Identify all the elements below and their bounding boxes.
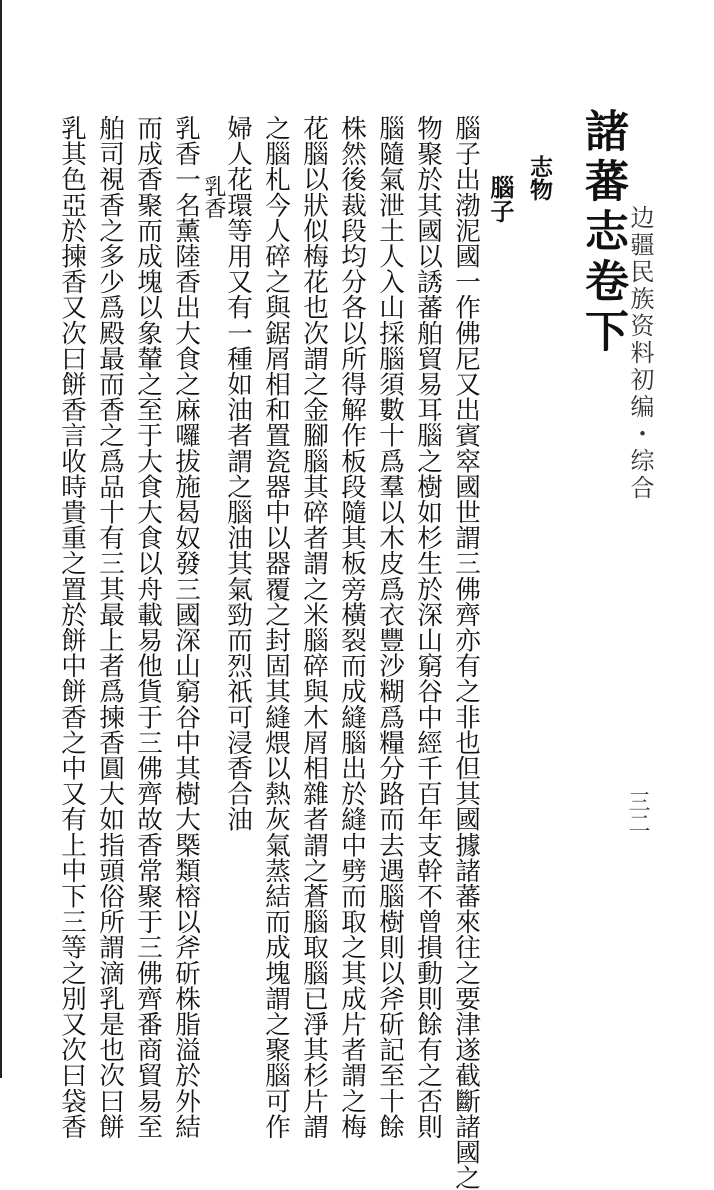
text-column: 之腦札今人碎之與鋸屑相和置瓷器中以器覆之封固其縫煨以熱灰氣蒸結而成塊謂之聚腦可作: [261, 115, 291, 1139]
entry-heading-ruxiang: 乳香: [201, 175, 226, 219]
text-column: 乳其色亞於揀香又次曰餅香言收時貴重之置於餅中餅香之中又有上中下三等之別又次曰袋香: [57, 115, 87, 1139]
text-column: 株然後裁段均分各以所得解作板段隨其板旁橫裂而成縫腦出於縫中劈而取之其成片者謂之梅: [337, 115, 367, 1139]
text-column: 而成香聚而成塊以象輦之至于大食大食以舟載易他貨于三佛齊故香常聚于三佛齊番商貿易至: [133, 115, 163, 1139]
text-column: 腦隨氣泄土人入山採腦須數十爲羣以木皮爲衣豐沙糊爲糧分路而去遇腦樹則以斧斫記至十餘: [375, 115, 405, 1139]
text-column: 花腦以狀似梅花也次謂之金腳腦其碎者謂之米腦碎與木屑相雜者謂之蒼腦取腦已淨其杉片謂: [299, 115, 329, 1139]
page-left-edge: [0, 0, 2, 1078]
text-column: 舶司視香之多少爲殿最而香之爲品十有三其最上者爲揀香圓大如指頭俗所謂滴乳是也次曰餅: [95, 115, 125, 1139]
page-number: 三二: [625, 790, 650, 834]
chapter-title: 諸蕃志卷下: [577, 108, 628, 358]
text-column: 婦人花環等用又有一種如油者謂之腦油其氣勁而烈祇可浸香合油: [223, 115, 253, 832]
section-label: 志物: [526, 155, 553, 201]
text-column: 乳香一名薰陸香出大食之麻囉拔施曷奴發三國深山窮谷中其樹大槩類榕以斧斫株脂溢於外結: [171, 115, 201, 1139]
series-title: 边疆民族资料初编・综合: [626, 205, 654, 502]
text-column: 物聚於其國以誘蕃舶貿易耳腦之樹如杉生於深山窮谷中經千百年支幹不曾損動則餘有之否則: [413, 115, 443, 1139]
entry-heading-naozi: 腦子: [486, 175, 515, 223]
text-column: 腦子出渤泥國一作佛尼又出賓窣國世謂三佛齊亦有之非也但其國據諸蕃來往之要津遂截斷諸國之: [451, 115, 481, 1190]
